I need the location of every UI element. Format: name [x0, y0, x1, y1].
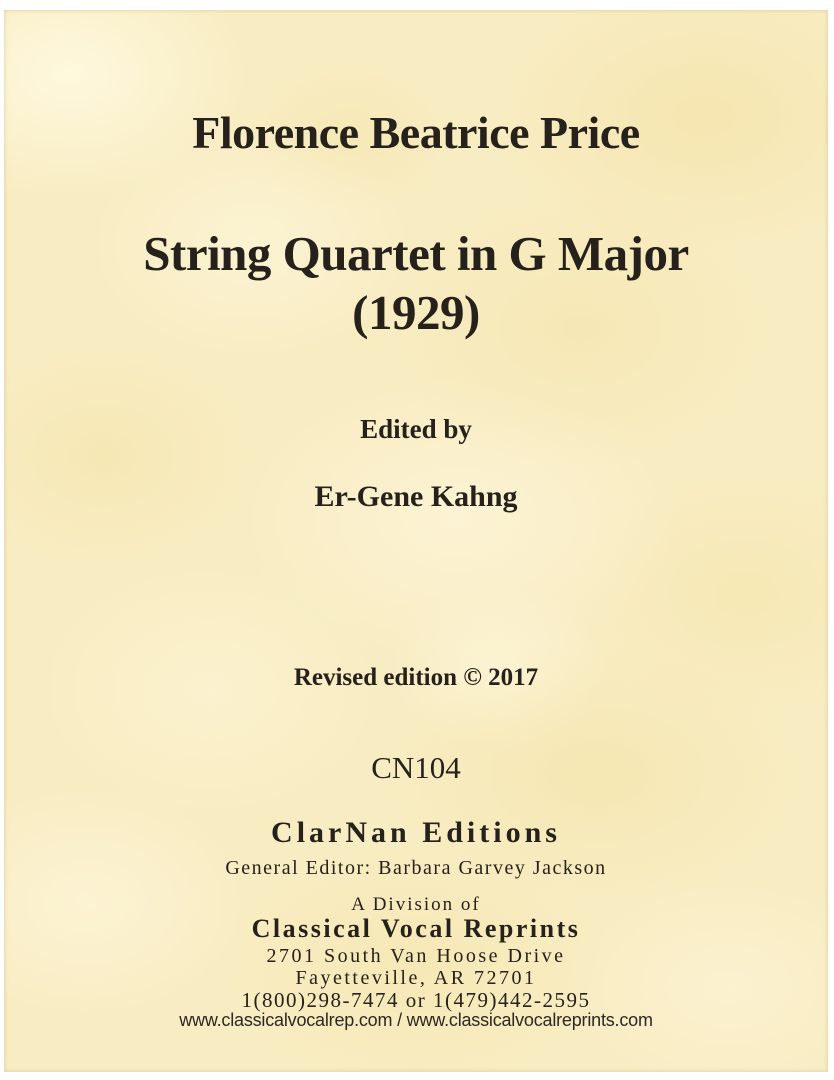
work-year: (1929) [352, 285, 480, 340]
work-title [4, 224, 828, 342]
publisher-address-street: 2701 South Van Hoose Drive [266, 945, 566, 967]
division-label: A Division of [351, 894, 481, 915]
composer-name: Florence Beatrice Price [192, 107, 640, 158]
catalog-number: CN104 [371, 750, 461, 785]
publisher-phone-numbers: 1(800)298-7474 or 1(479)442-2595 [241, 988, 591, 1012]
general-editor-credit: General Editor: Barbara Garvey Jackson [225, 857, 607, 879]
publisher-address-city: Fayetteville, AR 72701 [295, 967, 537, 989]
work-title-text: String Quartet in G Major [143, 226, 689, 281]
publisher-name: ClarNan Editions [271, 816, 561, 849]
publisher-websites: www.classicalvocalrep.com / www.classicalvocalreprints.com [179, 1010, 653, 1030]
parent-company-name: Classical Vocal Reprints [251, 914, 581, 943]
edited-by-label: Edited by [360, 414, 472, 444]
parchment-page [4, 10, 828, 1072]
edition-notice: Revised edition © 2017 [293, 664, 539, 691]
editor-name: Er-Gene Kahng [314, 480, 518, 513]
